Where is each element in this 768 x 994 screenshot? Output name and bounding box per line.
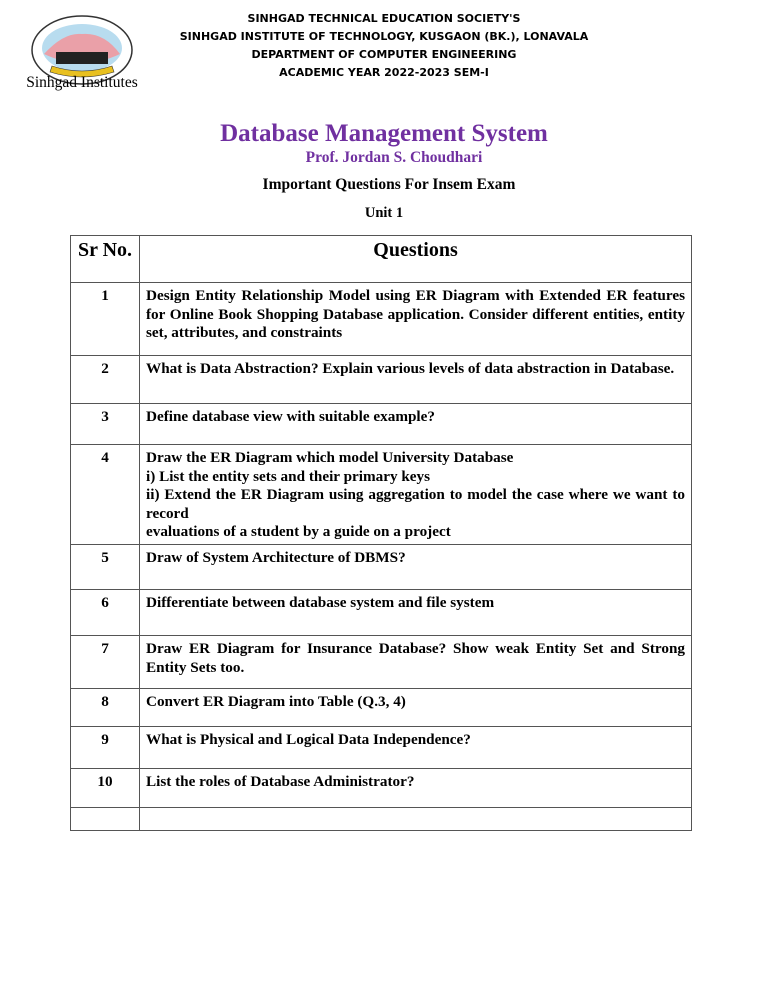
table-row xyxy=(71,636,692,689)
sr-no: 8 xyxy=(71,689,140,727)
page-title: Database Management System xyxy=(220,120,548,147)
sr-no: 10 xyxy=(71,769,140,808)
question-text: Define database view with suitable example? xyxy=(140,404,692,445)
header-line: ACADEMIC YEAR 2022-2023 SEM-I xyxy=(279,66,489,79)
sr-no: 2 xyxy=(71,356,140,404)
sr-no: 3 xyxy=(71,404,140,445)
professor-name: Prof. Jordan S. Choudhari xyxy=(305,149,483,166)
header-sr-no: Sr No. xyxy=(71,236,140,283)
document-header xyxy=(0,10,768,82)
question-text: List the roles of Database Administrator? xyxy=(140,769,692,808)
sr-no: 6 xyxy=(71,590,140,636)
question-text: What is Data Abstraction? Explain various levels of data abstraction in Database. xyxy=(140,356,692,404)
table-row xyxy=(71,808,692,831)
question-text xyxy=(140,808,692,831)
table-row xyxy=(71,590,692,636)
sr-no: 9 xyxy=(71,727,140,769)
table-row xyxy=(71,689,692,727)
sr-no: 4 xyxy=(71,445,140,545)
question-text: Draw ER Diagram for Insurance Database? Show weak Entity Set and Strong Entity Sets too. xyxy=(140,636,692,689)
sr-no: 1 xyxy=(71,283,140,356)
table-row xyxy=(71,283,692,356)
sr-no: 5 xyxy=(71,545,140,590)
question-text: Differentiate between database system and file system xyxy=(140,590,692,636)
question-text: Draw the ER Diagram which model University Database i) List the entity sets and their primary keys ii) Extend the ER Diagram using aggregation to model the case where we want to record evaluations of a student by a guide on a project xyxy=(140,445,692,545)
unit-label: Unit 1 xyxy=(364,205,404,221)
institute-name: Sinhgad Institutes xyxy=(26,74,138,91)
question-text: Design Entity Relationship Model using ER Diagram with Extended ER features for Online Book Shopping Database application. Consider different entities, entity set, attributes, and constraints xyxy=(140,283,692,356)
header-line: SINHGAD TECHNICAL EDUCATION SOCIETY'S xyxy=(247,12,521,25)
table-row xyxy=(71,545,692,590)
table-row xyxy=(71,445,692,545)
table-row xyxy=(71,356,692,404)
table-row xyxy=(71,769,692,808)
sr-no xyxy=(71,808,140,831)
header-questions: Questions xyxy=(140,236,692,283)
header-line: SINHGAD INSTITUTE OF TECHNOLOGY, KUSGAON (BK.), LONAVALA xyxy=(179,30,589,43)
question-text: Draw of System Architecture of DBMS? xyxy=(140,545,692,590)
table-row xyxy=(71,404,692,445)
subtitle: Important Questions For Insem Exam xyxy=(262,176,516,193)
header-line: DEPARTMENT OF COMPUTER ENGINEERING xyxy=(251,48,517,61)
question-text: Convert ER Diagram into Table (Q.3, 4) xyxy=(140,689,692,727)
questions-table xyxy=(70,235,692,831)
sr-no: 7 xyxy=(71,636,140,689)
question-text: What is Physical and Logical Data Independence? xyxy=(140,727,692,769)
table-row xyxy=(71,727,692,769)
